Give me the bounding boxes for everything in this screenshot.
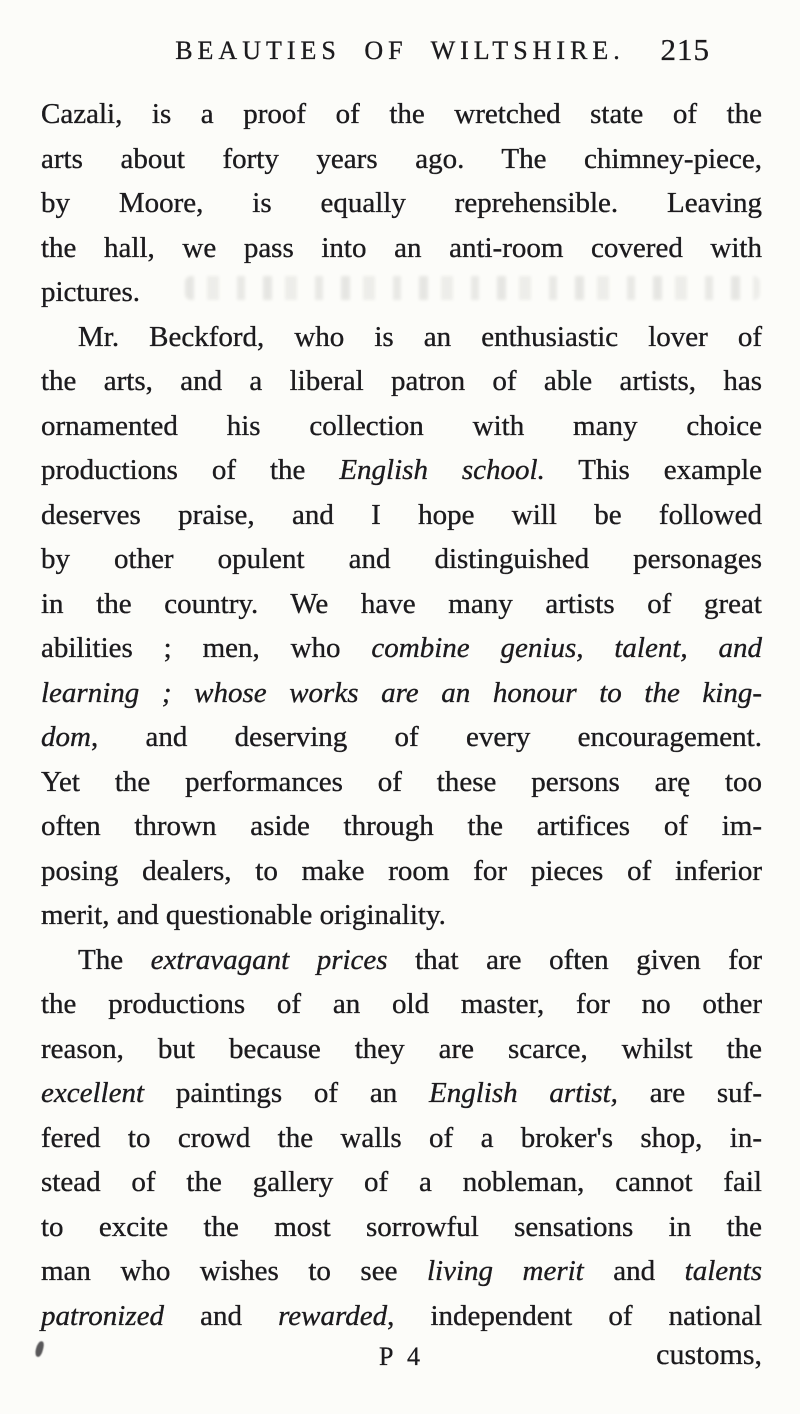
text-line: stead of the gallery of a nobleman, cannot fail <box>41 1166 762 1198</box>
text-line: Cazali, is a proof of the wretched state of the <box>41 98 762 130</box>
text-line: Mr. Beckford, who is an enthusiastic lover of <box>78 320 762 353</box>
text-line: dom, and deserving of every encouragement. <box>41 721 762 753</box>
catchword: customs, <box>656 1338 762 1371</box>
text-line: often thrown aside through the artifices of im- <box>41 810 762 842</box>
running-title: BEAUTIES OF WILTSHIRE. <box>175 36 625 65</box>
text-line: by other opulent and distinguished personages <box>41 543 762 575</box>
text-line: arts about forty years ago. The chimney-piece, <box>41 142 762 175</box>
text-line: fered to crowd the walls of a broker's shop, in- <box>41 1121 762 1154</box>
signature-mark: P 4 <box>379 1342 424 1371</box>
text-line: merit, and questionable originality. <box>41 899 446 931</box>
text-line: posing dealers, to make room for pieces of inferior <box>41 854 762 887</box>
text-line: productions of the English school. This example <box>41 454 762 486</box>
text-line: abilities ; men, who combine genius, talent, and <box>41 632 762 664</box>
text-line: the productions of an old master, for no other <box>41 988 762 1020</box>
text-line: pictures. <box>41 276 141 308</box>
text-line: the hall, we pass into an anti-room covered with <box>41 231 762 264</box>
text-line: man who wishes to see living merit and talents <box>41 1255 762 1287</box>
ink-showthrough <box>185 276 760 300</box>
text-line: ornamented his collection with many choice <box>41 409 762 442</box>
text-line: Yet the performances of these persons arę too <box>41 765 762 798</box>
text-line: by Moore, is equally reprehensible. Leaving <box>41 187 762 219</box>
text-line: learning ; whose works are an honour to the king- <box>41 676 762 709</box>
page-footer <box>41 1336 762 1382</box>
text-line: deserves praise, and I hope will be followed <box>41 498 762 531</box>
page-number: 215 <box>660 32 710 67</box>
text-line: the arts, and a liberal patron of able artists, has <box>41 365 762 397</box>
text-line: The extravagant prices that are often given for <box>78 943 763 976</box>
text-line: reason, but because they are scarce, whilst the <box>41 1032 762 1065</box>
text-line: excellent paintings of an English artist, are suf- <box>41 1077 762 1109</box>
text-line: to excite the most sorrowful sensations in the <box>41 1210 762 1243</box>
text-line: in the country. We have many artists of great <box>41 587 762 620</box>
text-line: patronized and rewarded, independent of national <box>41 1299 762 1332</box>
